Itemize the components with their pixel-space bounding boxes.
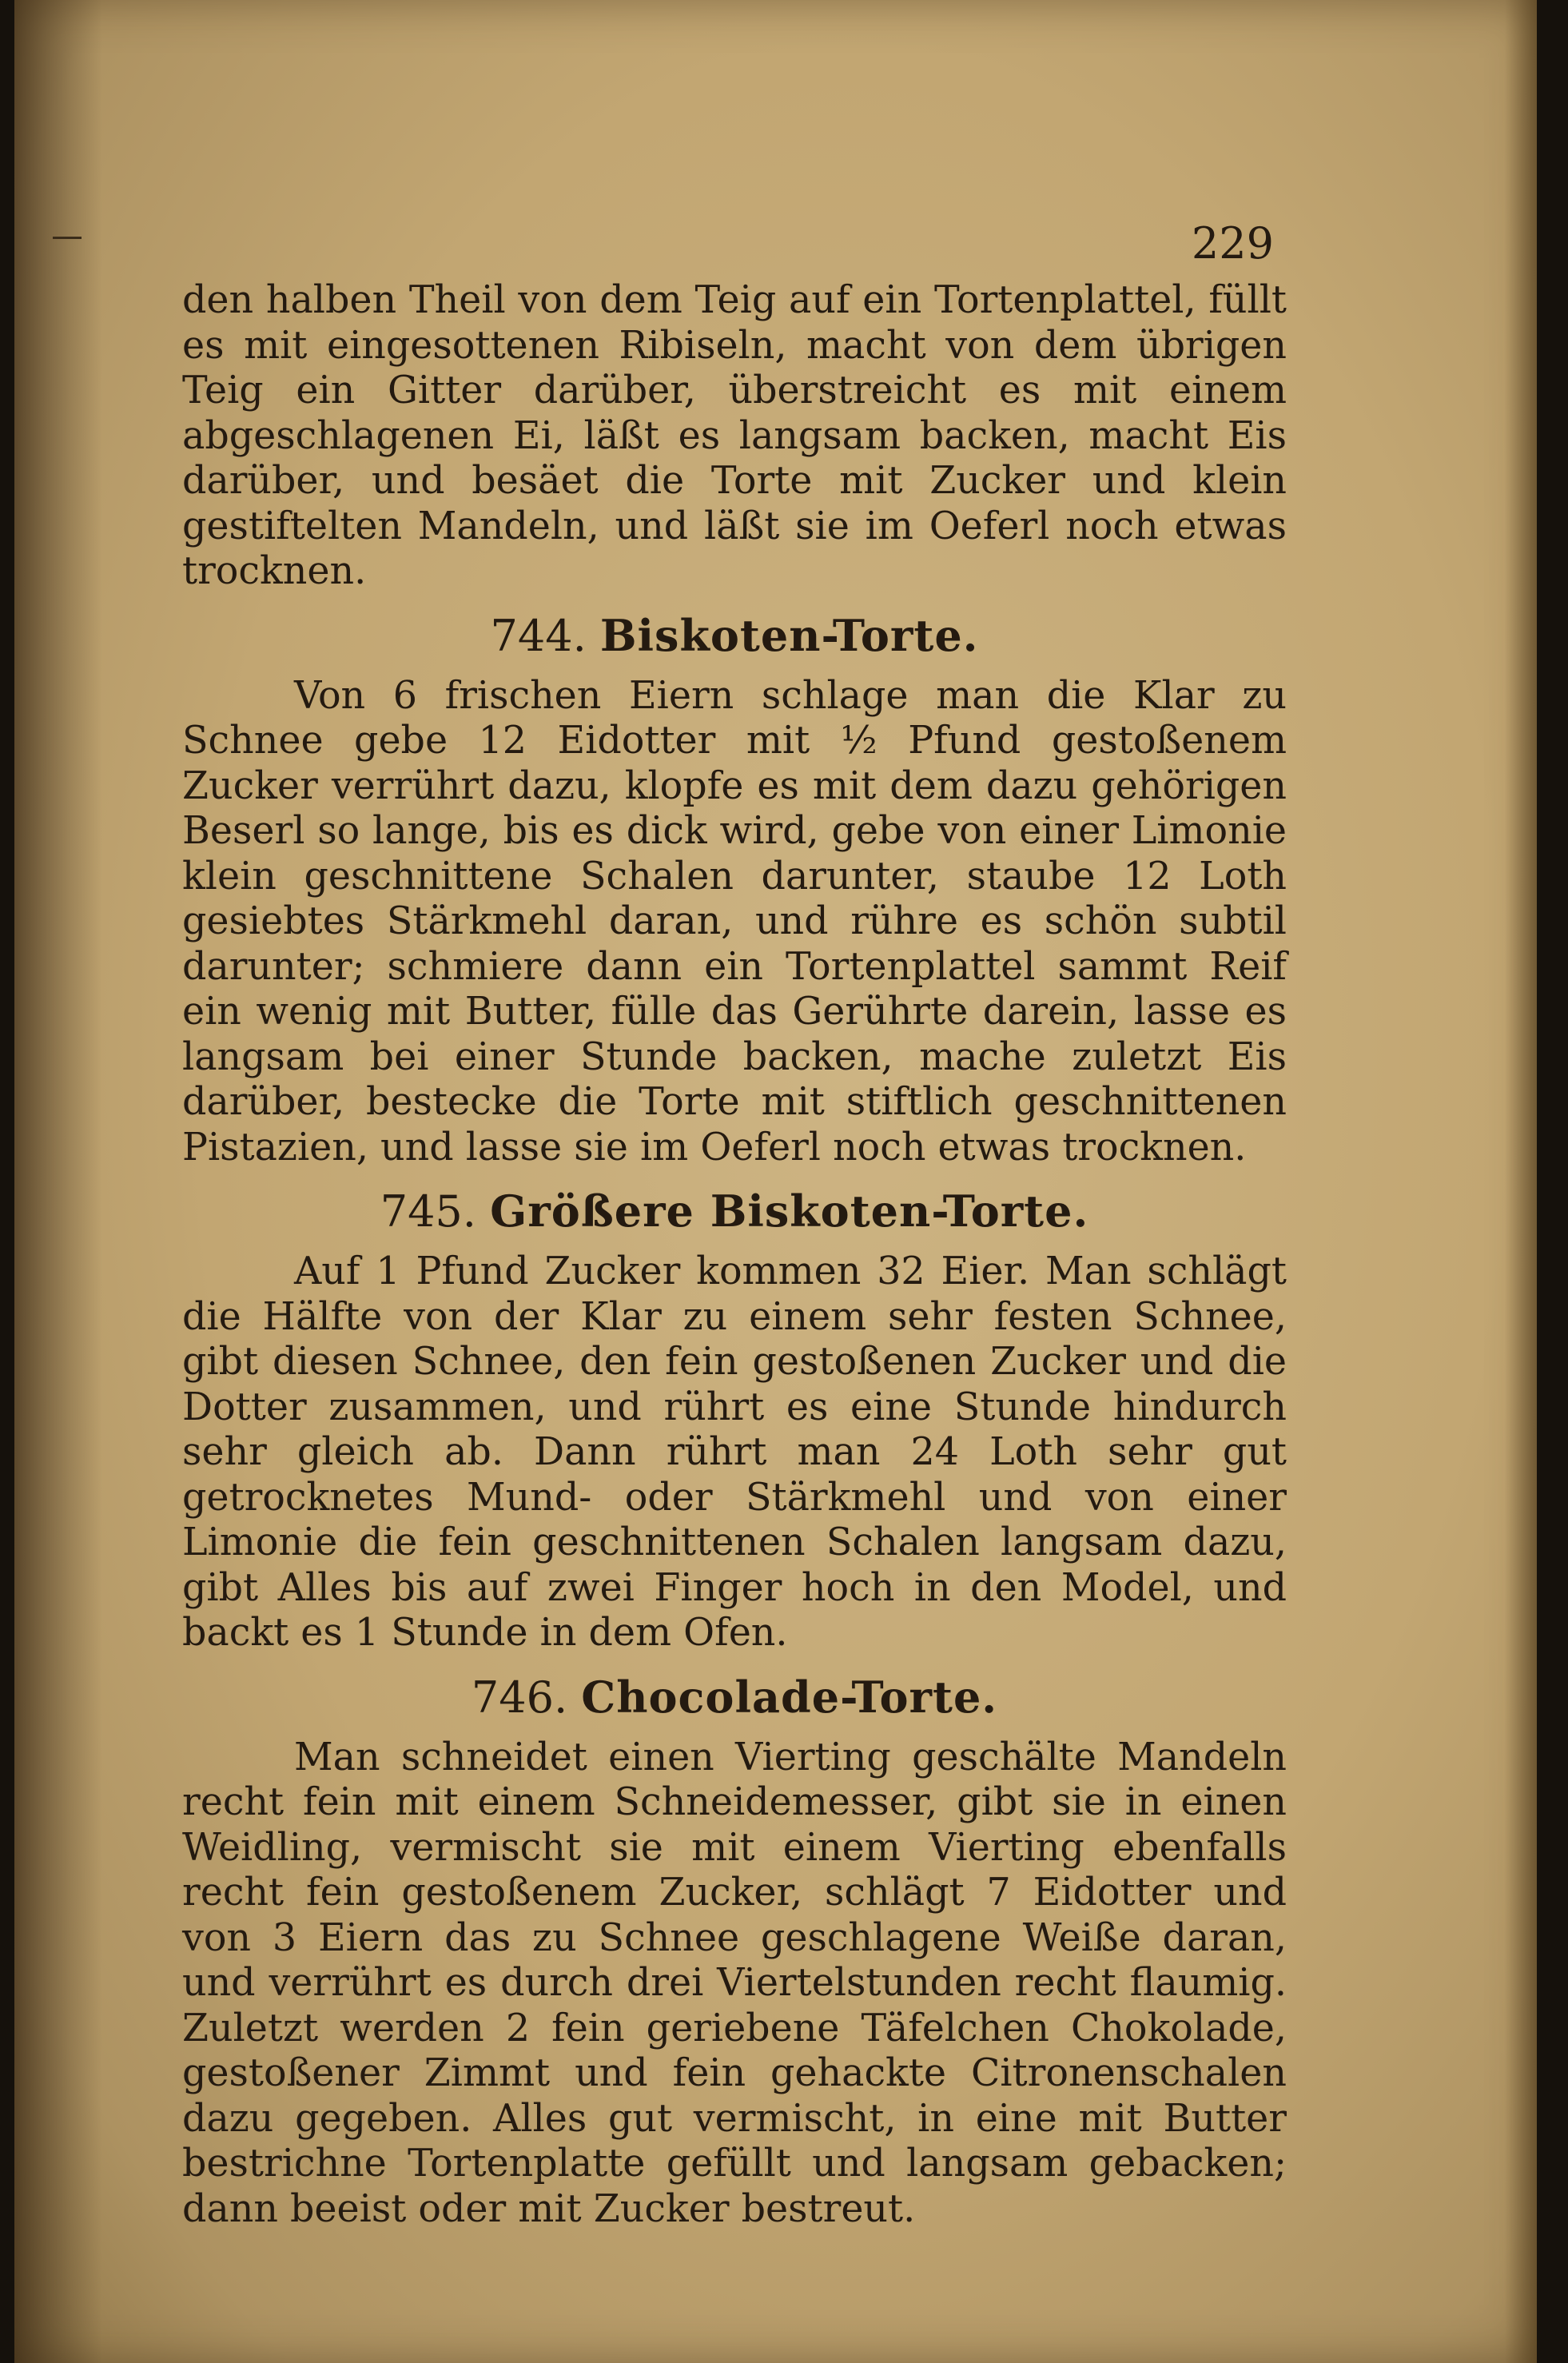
intro-paragraph: den halben Theil von dem Teig auf ein Tortenplattel, füllt es mit eingesottenen Ribiseln, macht von dem übrigen Teig ein Gitter darüber, überstreicht es mit einem abgeschlagenen Ei, läßt es langsam backen, macht Eis darüber, und besäet die Torte mit Zucker und klein gestiftelten Mandeln, und läßt sie im Oeferl noch etwas trocknen. bbox=[182, 278, 1287, 593]
recipe-title: Größere Biskoten-Torte. bbox=[490, 1185, 1089, 1237]
recipe-text-745: Auf 1 Pfund Zucker kommen 32 Eier. Man schlägt die Hälfte von der Klar zu einem sehr festen Schnee, gibt diesen Schnee, den fein gestoßenen Zucker und die Dotter zusammen, und rührt es eine Stunde hindurch sehr gleich ab. Dann rührt man 24 Loth sehr gut getrocknetes Mund- oder Stärkmehl und von einer Limonie die fein geschnittenen Schalen langsam dazu, gibt Alles bis auf zwei Finger hoch in den Model, und backt es 1 Stunde in dem Ofen. bbox=[182, 1249, 1287, 1655]
page-text bbox=[182, 216, 1287, 2232]
recipe-heading-746 bbox=[182, 1671, 1287, 1724]
page-gutter-shadow bbox=[14, 0, 102, 2363]
recipe-text-746: Man schneidet einen Vierting geschälte Mandeln recht fein mit einem Schneidemesser, gibt sie in einen Weidling, vermischt sie mit einem Vierting ebenfalls recht fein gestoßenem Zucker, schlägt 7 Eidotter und von 3 Eiern das zu Schnee geschlagene Weiße daran, und verrührt es durch drei Viertelstunden recht flaumig. Zuletzt werden 2 fein geriebene Täfelchen Chokolade, gestoßener Zimmt und fein gehackte Citronenschalen dazu gegeben. Alles gut vermischt, in eine mit Butter bestrichne Tortenplatte gefüllt und langsam gebacken; dann beeist oder mit Zucker bestreut. bbox=[182, 1735, 1287, 2231]
recipe-number: 744. bbox=[490, 610, 587, 661]
recipe-number: 745. bbox=[380, 1186, 476, 1237]
recipe-title: Chocolade-Torte. bbox=[581, 1671, 998, 1723]
recipe-heading-745 bbox=[182, 1185, 1287, 1238]
recipe-number: 746. bbox=[471, 1672, 568, 1723]
page-number: 229 bbox=[1191, 218, 1274, 269]
page-edge-shadow bbox=[1505, 0, 1537, 2363]
recipe-heading-744 bbox=[182, 609, 1287, 663]
gutter-mark bbox=[53, 237, 82, 239]
recipe-text-744: Von 6 frischen Eiern schlage man die Klar zu Schnee gebe 12 Eidotter mit ½ Pfund gestoßenem Zucker verrührt dazu, klopfe es mit dem dazu gehörigen Beserl so lange, bis es dick wird, gebe von einer Limonie klein geschnittene Schalen darunter, staube 12 Loth gesiebtes Stärkmehl daran, und rühre es schön subtil darunter; schmiere dann ein Tortenplattel sammt Reif ein wenig mit Butter, fülle das Gerührte darein, lasse es langsam bei einer Stunde backen, mache zuletzt Eis darüber, bestecke die Torte mit stiftlich geschnittenen Pistazien, und lasse sie im Oeferl noch etwas trocknen. bbox=[182, 673, 1287, 1170]
recipe-title: Biskoten-Torte. bbox=[599, 609, 979, 661]
